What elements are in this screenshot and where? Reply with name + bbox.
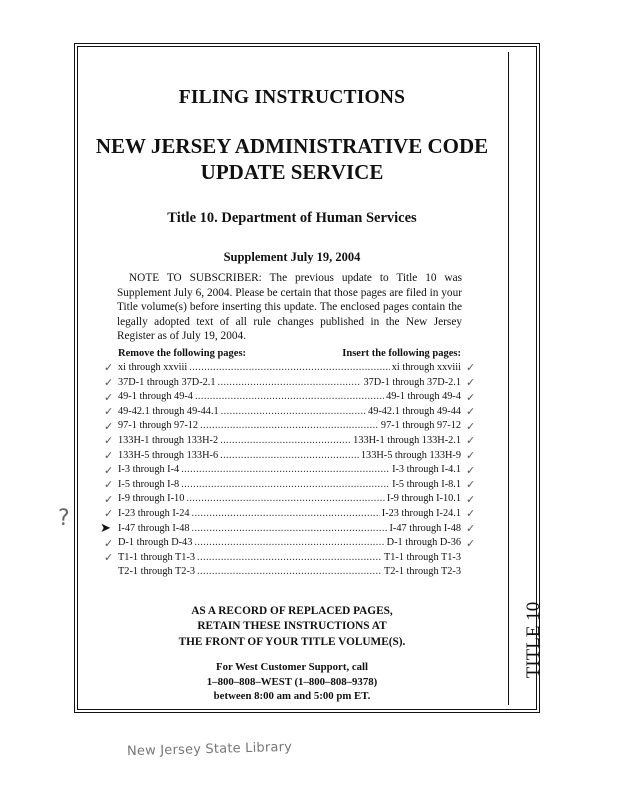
checkmark-icon: ✓ [466, 478, 476, 491]
list-item [118, 522, 461, 537]
insert-pages: 133H-5 through 133H-9 [360, 449, 461, 461]
checkmark-icon: ✓ [466, 522, 476, 535]
checkmark-icon: ✓ [466, 537, 476, 550]
code-title-line1: NEW JERSEY ADMINISTRATIVE CODE [95, 134, 489, 158]
remove-pages: I-3 through I-4 [118, 464, 180, 476]
library-stamp: New Jersey State Library [126, 739, 293, 760]
list-item [118, 507, 461, 522]
checkmark-icon: ✓ [104, 376, 114, 389]
list-item [118, 478, 461, 493]
leader-dots [220, 449, 359, 464]
leader-dots [197, 551, 382, 566]
list-item [118, 565, 461, 580]
checkmark-icon: ✓ [466, 376, 476, 389]
insert-pages: I-5 through I-8.1 [392, 478, 461, 490]
remove-pages: xi through xxviii [118, 362, 188, 373]
insert-pages: I-23 through I-24.1 [381, 507, 461, 519]
code-title-line2: UPDATE SERVICE [200, 160, 384, 184]
leader-dots [192, 522, 388, 537]
leader-dots [194, 536, 384, 551]
list-item [118, 361, 461, 376]
customer-support [90, 660, 494, 704]
checkmark-icon: ✓ [466, 507, 476, 520]
leader-dots [186, 492, 385, 507]
leader-dots [218, 376, 362, 391]
checkmark-icon: ✓ [104, 537, 114, 550]
insert-pages: T2-1 through T2-3 [383, 566, 461, 578]
code-title [90, 133, 494, 185]
checkmark-icon: ✓ [104, 405, 114, 418]
insert-pages: D-1 through D-36 [386, 537, 461, 549]
insert-pages: T1-1 through T1-3 [383, 551, 461, 563]
remove-pages: I-9 through I-10 [118, 493, 185, 505]
list-item [118, 536, 461, 551]
list-item [118, 492, 461, 507]
insert-pages: 97-1 through 97-12 [380, 420, 461, 432]
checkmark-icon: ✓ [104, 493, 114, 506]
leader-dots [200, 419, 379, 434]
remove-pages: 49-1 through 49-4 [118, 391, 193, 403]
page-list [118, 361, 461, 580]
remove-pages: T1-1 through T1-3 [118, 551, 196, 563]
insert-pages: 49-42.1 through 49-44 [368, 405, 461, 417]
remove-pages: D-1 through D-43 [118, 537, 193, 549]
support-line2: 1–800–808–WEST (1–800–808–9378) [206, 675, 378, 688]
list-item [118, 419, 461, 434]
leader-dots [197, 565, 382, 580]
insert-pages: I-9 through I-10.1 [386, 493, 461, 505]
checkmark-icon: ✓ [104, 420, 114, 433]
insert-pages: I-47 through I-48 [389, 522, 461, 534]
remove-pages: 133H-1 through 133H-2 [118, 434, 219, 446]
record-line3: THE FRONT OF YOUR TITLE VOLUME(S). [178, 635, 406, 648]
insert-pages: 37D-1 through 37D-2.1 [363, 376, 461, 388]
insert-column-header: Insert the following pages: [342, 348, 461, 359]
subscriber-note: NOTE TO SUBSCRIBER: The previous update to Title 10 was Supplement July 6, 2004. Please be certain that those pages are filed in your Title volume(s) before inserting this update. The enclosed pages contain the legally adopted text of all rule changes published in the New Jersey Register as of July 19, 2004. [117, 272, 462, 343]
checkmark-icon: ✓ [104, 391, 114, 404]
list-item [118, 390, 461, 405]
leader-dots [192, 507, 380, 522]
remove-pages: I-47 through I-48 [118, 522, 190, 534]
list-item [118, 449, 461, 464]
insert-pages: I-3 through I-4.1 [392, 464, 461, 476]
checkmark-icon: ✓ [466, 434, 476, 447]
side-strip-divider [508, 52, 509, 705]
leader-dots [195, 390, 384, 405]
list-item [118, 434, 461, 449]
checkmark-icon: ✓ [466, 361, 476, 374]
checkmark-icon: ✓ [466, 449, 476, 462]
remove-pages: T2-1 through T2-3 [118, 566, 196, 578]
insert-pages: 133H-1 through 133H-2.1 [353, 434, 461, 446]
title-tab-label: TITLE 10 [523, 601, 544, 679]
checkmark-icon: ✓ [466, 464, 476, 477]
remove-pages: I-23 through I-24 [118, 507, 190, 519]
checkmark-icon: ✓ [104, 464, 114, 477]
list-item [118, 551, 461, 566]
leader-dots [221, 405, 366, 420]
arrow-right-icon: ➤ [100, 520, 111, 535]
support-line1: For West Customer Support, call [215, 661, 369, 673]
insert-pages: 49-1 through 49-4 [386, 391, 461, 403]
checkmark-icon: ✓ [104, 551, 114, 564]
list-item [118, 463, 461, 478]
list-item [118, 376, 461, 391]
leader-dots [181, 478, 390, 493]
checkmark-icon: ✓ [466, 493, 476, 506]
remove-pages: 97-1 through 97-12 [118, 420, 199, 432]
checkmark-icon: ✓ [104, 507, 114, 520]
title-department: Title 10. Department of Human Services [167, 210, 417, 226]
leader-dots [220, 434, 351, 449]
checkmark-icon: ✓ [466, 405, 476, 418]
record-line1: AS A RECORD OF REPLACED PAGES, [191, 605, 393, 617]
record-line2: RETAIN THESE INSTRUCTIONS AT [197, 620, 387, 633]
leader-dots [189, 361, 390, 376]
checkmark-icon: ✓ [104, 478, 114, 491]
record-instructions [90, 604, 494, 650]
checkmark-icon: ✓ [104, 361, 114, 374]
remove-pages: 49-42.1 through 49-44.1 [118, 405, 219, 417]
supplement-date: Supplement July 19, 2004 [223, 250, 361, 264]
list-item [118, 405, 461, 420]
support-line3: between 8:00 am and 5:00 pm ET. [213, 690, 371, 702]
remove-column-header: Remove the following pages: [118, 348, 247, 359]
page-title: FILING INSTRUCTIONS [178, 87, 406, 108]
checkmark-icon: ✓ [104, 434, 114, 447]
question-mark-icon: ? [58, 506, 70, 531]
leader-dots [181, 463, 390, 478]
remove-pages: 37D-1 through 37D-2.1 [118, 376, 216, 388]
remove-pages: 133H-5 through 133H-6 [118, 449, 219, 461]
insert-pages: xi through xxviii [391, 362, 461, 373]
checkmark-icon: ✓ [466, 391, 476, 404]
checkmark-icon: ✓ [466, 420, 476, 433]
checkmark-icon: ✓ [104, 449, 114, 462]
remove-pages: I-5 through I-8 [118, 478, 180, 490]
